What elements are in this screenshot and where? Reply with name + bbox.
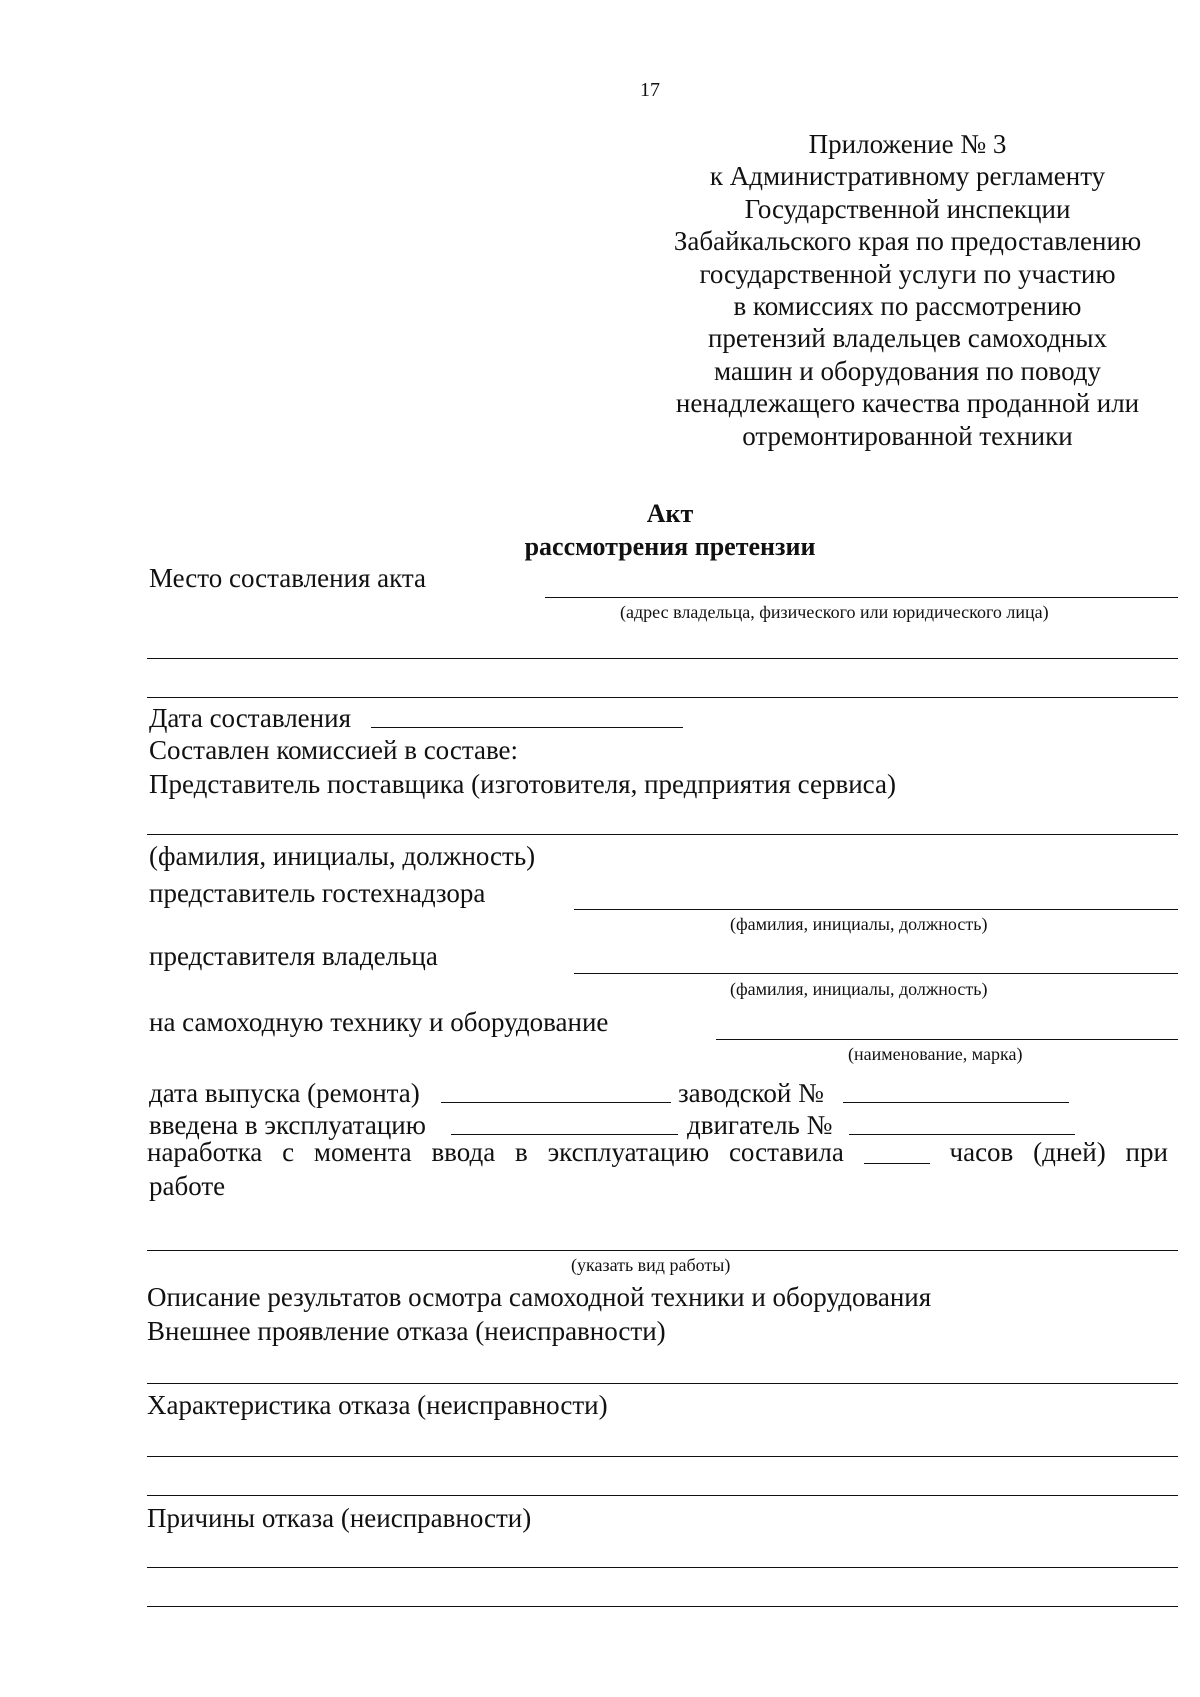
appendix-line: к Административному регламенту: [709, 161, 1106, 192]
causes-field-line[interactable]: [147, 1567, 1178, 1568]
date-label: Дата составления: [149, 703, 351, 733]
commission-label: Составлен комиссией в составе:: [149, 735, 519, 765]
characteristic-field-line-2[interactable]: [147, 1495, 1178, 1496]
equipment-label: на самоходную технику и оборудование: [149, 1007, 609, 1037]
runtime-word: при: [1125, 1137, 1168, 1167]
gostech-field-line[interactable]: [574, 909, 1178, 910]
serial-field-line[interactable]: [843, 1102, 1069, 1103]
place-label: Место составления акта: [149, 563, 427, 593]
equipment-field-line[interactable]: [716, 1039, 1178, 1040]
runtime-word: часов: [949, 1137, 1014, 1167]
document-title: Акт: [646, 499, 694, 528]
characteristic-label: Характеристика отказа (неисправности): [147, 1390, 608, 1420]
runtime-word: момента: [313, 1137, 412, 1167]
appendix-line: в комиссиях по рассмотрению: [733, 291, 1082, 322]
runtime-word: с: [282, 1137, 295, 1167]
commissioned-field-line[interactable]: [451, 1134, 678, 1135]
appendix-line: ненадлежащего качества проданной или: [675, 388, 1140, 419]
supplier-rep-hint: (фамилия, инициалы, должность): [149, 841, 536, 871]
runtime-word: составила: [728, 1137, 844, 1167]
supplier-rep-label: Представитель поставщика (изготовителя, предприятия сервиса): [149, 769, 896, 799]
external-label: Внешнее проявление отказа (неисправности): [147, 1316, 666, 1346]
appendix-line: претензий владельцев самоходных: [707, 323, 1107, 354]
equipment-hint: (наименование, марка): [848, 1044, 1023, 1064]
runtime-word: ввода: [431, 1137, 496, 1167]
appendix-line: государственной услуги по участию: [699, 258, 1116, 289]
appendix-line: отремонтированной техники: [742, 420, 1073, 451]
work-type-field-line[interactable]: [147, 1250, 1178, 1251]
work-type-hint: (указать вид работы): [571, 1255, 731, 1275]
supplier-rep-field-line[interactable]: [147, 834, 1178, 835]
runtime-line: [147, 1139, 1168, 1166]
runtime-cont: работе: [149, 1171, 226, 1201]
runtime-word: в: [515, 1137, 528, 1167]
place-field-line-2[interactable]: [147, 658, 1178, 659]
appendix-line: Забайкальского края по предоставлению: [673, 226, 1142, 257]
engine-label: двигатель №: [687, 1110, 833, 1140]
runtime-word: наработка: [147, 1137, 263, 1167]
owner-rep-hint: (фамилия, инициалы, должность): [730, 979, 988, 999]
appendix-heading: [640, 128, 1175, 452]
external-field-line[interactable]: [147, 1383, 1178, 1384]
gostech-hint: (фамилия, инициалы, должность): [730, 914, 988, 934]
causes-field-line-2[interactable]: [147, 1606, 1178, 1607]
characteristic-field-line[interactable]: [147, 1456, 1178, 1457]
inspection-label: Описание результатов осмотра самоходной техники и оборудования: [147, 1282, 932, 1312]
owner-rep-label: представителя владельца: [149, 941, 438, 971]
appendix-line: Приложение № 3: [808, 129, 1007, 159]
serial-label: заводской №: [678, 1078, 824, 1108]
gostech-label: представитель гостехнадзора: [149, 878, 486, 908]
appendix-line: Государственной инспекции: [744, 193, 1071, 224]
engine-field-line[interactable]: [849, 1134, 1075, 1135]
runtime-word: эксплуатацию: [547, 1137, 710, 1167]
release-date-field-line[interactable]: [441, 1102, 671, 1103]
causes-label: Причины отказа (неисправности): [147, 1503, 532, 1533]
place-hint: (адрес владельца, физического или юридического лица): [620, 602, 1049, 622]
place-field-line[interactable]: [545, 597, 1178, 598]
place-field-line-3[interactable]: [147, 697, 1178, 698]
appendix-line: машин и оборудования по поводу: [713, 355, 1102, 386]
page-number: 17: [640, 79, 660, 101]
runtime-word: (дней): [1033, 1137, 1106, 1167]
commissioned-label: введена в эксплуатацию: [149, 1110, 426, 1140]
date-field-line[interactable]: [371, 727, 683, 728]
owner-rep-field-line[interactable]: [574, 973, 1178, 974]
runtime-hours-field[interactable]: [864, 1139, 930, 1164]
document-subtitle: рассмотрения претензии: [524, 532, 816, 561]
release-date-label: дата выпуска (ремонта): [149, 1078, 420, 1108]
